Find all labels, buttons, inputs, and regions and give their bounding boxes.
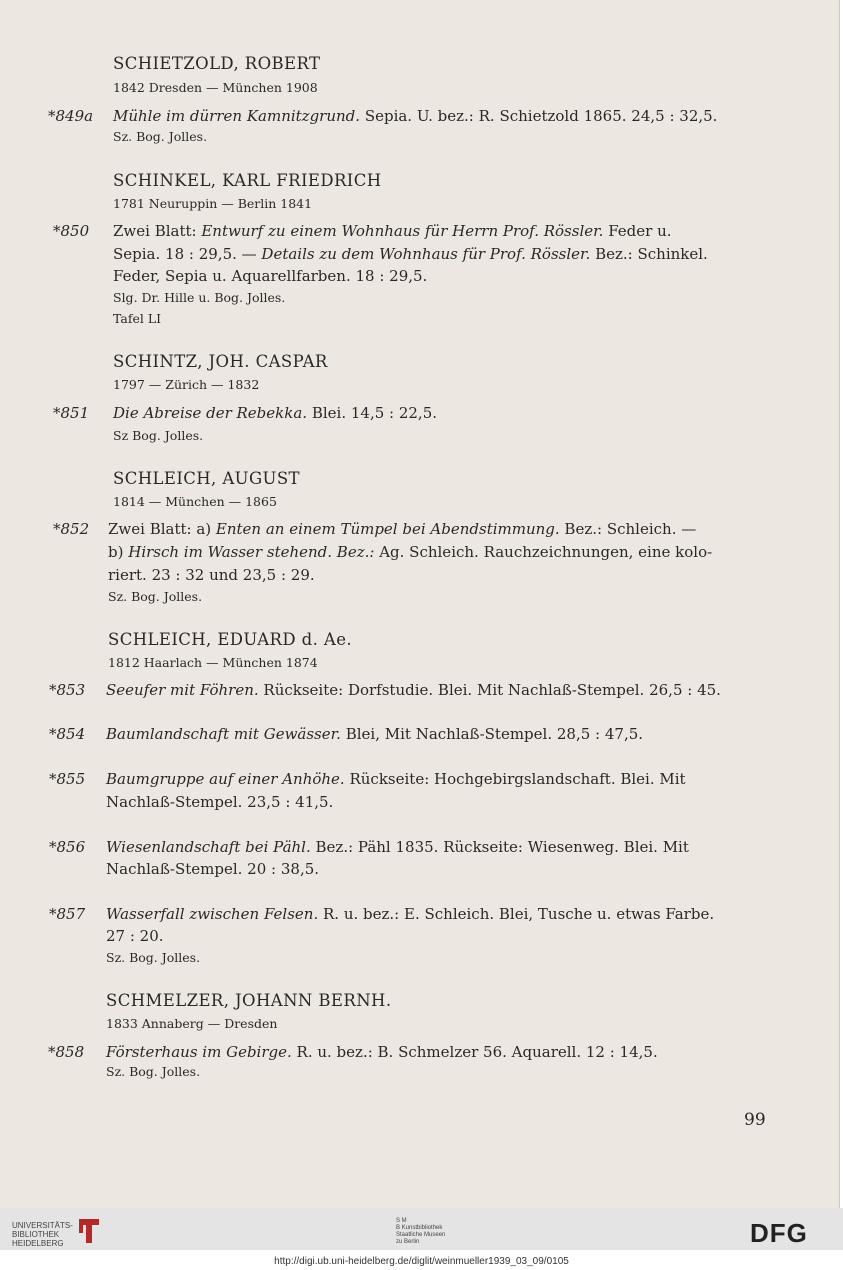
artist-heading: SCHIETZOLD, ROBERT <box>113 54 321 73</box>
artist-heading: SCHINKEL, KARL FRIEDRICH <box>113 171 382 190</box>
artist-dates: 1814 — München — 1865 <box>113 494 277 509</box>
plate-reference: Tafel LI <box>113 311 162 326</box>
entry-text: Baumlandschaft mit Gewässer. Blei, Mit Nachlaß-Stempel. 28,5 : 47,5. <box>106 725 644 743</box>
entry-text: Zwei Blatt: Entwurf zu einem Wohnhaus für Herrn Prof. Rössler. Feder u. <box>113 222 672 240</box>
provenance: Sz. Bog. Jolles. <box>108 589 203 604</box>
entry-text: Nachlaß-Stempel. 23,5 : 41,5. <box>106 793 334 811</box>
entry-text: Baumgruppe auf einer Anhöhe. Rückseite: Hochgebirgslandschaft. Blei. Mit <box>106 770 686 788</box>
entry-number: *858 <box>48 1043 85 1061</box>
artist-dates: 1833 Annaberg — Dresden <box>106 1016 278 1031</box>
artist-heading: SCHINTZ, JOH. CASPAR <box>113 352 328 371</box>
artist-dates: 1797 — Zürich — 1832 <box>113 377 260 392</box>
source-url-link[interactable]: http://digi.ub.uni-heidelberg.de/diglit/weinmueller1939_03_09/0105 <box>274 1256 569 1267</box>
entry-text: Wiesenlandschaft bei Pähl. Bez.: Pähl 1835. Rückseite: Wiesenweg. Blei. Mit <box>106 838 689 856</box>
artist-heading: SCHMELZER, JOHANN BERNH. <box>106 991 392 1010</box>
entry-number: *852 <box>53 520 90 538</box>
entry-text: b) Hirsch im Wasser stehend. Bez.: Ag. Schleich. Rauchzeichnungen, eine kolo- <box>108 543 713 561</box>
entry-number: *854 <box>49 725 86 743</box>
entry-text: 27 : 20. <box>106 927 164 945</box>
entry-text: Feder, Sepia u. Aquarellfarben. 18 : 29,5. <box>113 267 428 285</box>
entry-number: *857 <box>49 905 86 923</box>
footer-bar <box>0 1208 843 1270</box>
provenance: Sz Bog. Jolles. <box>113 428 204 443</box>
entry-number: *855 <box>49 770 86 788</box>
entry-text: Försterhaus im Gebirge. R. u. bez.: B. Schmelzer 56. Aquarell. 12 : 14,5. <box>106 1043 658 1061</box>
entry-text: Mühle im dürren Kamnitzgrund. Sepia. U. bez.: R. Schietzold 1865. 24,5 : 32,5. <box>113 107 718 125</box>
entry-number: *853 <box>49 681 86 699</box>
entry-text: Sepia. 18 : 29,5. — Details zu dem Wohnhaus für Prof. Rössler. Bez.: Schinkel. <box>113 245 708 263</box>
entry-number: *851 <box>53 404 90 422</box>
provenance: Sz. Bog. Jolles. <box>106 950 201 965</box>
university-label: UNIVERSITÄTS- BIBLIOTHEK HEIDELBERG <box>12 1221 73 1248</box>
artist-heading: SCHLEICH, AUGUST <box>113 469 300 488</box>
page-number: 99 <box>744 1110 766 1130</box>
entry-text: Seeufer mit Föhren. Rückseite: Dorfstudie. Blei. Mit Nachlaß-Stempel. 26,5 : 45. <box>106 681 721 699</box>
entry-text: Die Abreise der Rebekka. Blei. 14,5 : 22,5. <box>113 404 438 422</box>
entry-text: riert. 23 : 32 und 23,5 : 29. <box>108 566 315 584</box>
entry-text: Nachlaß-Stempel. 20 : 38,5. <box>106 860 320 878</box>
artist-heading: SCHLEICH, EDUARD d. Ae. <box>108 630 353 649</box>
artist-dates: 1812 Haarlach — München 1874 <box>108 655 318 670</box>
entry-number: *850 <box>53 222 90 240</box>
university-logo-icon <box>77 1217 101 1245</box>
provenance: Slg. Dr. Hille u. Bog. Jolles. <box>113 290 286 305</box>
entry-text: Zwei Blatt: a) Enten an einem Tümpel bei Abendstimmung. Bez.: Schleich. — <box>108 520 697 538</box>
provenance: Sz. Bog. Jolles. <box>106 1064 201 1079</box>
artist-dates: 1842 Dresden — München 1908 <box>113 80 318 95</box>
provenance: Sz. Bog. Jolles. <box>113 129 208 144</box>
museum-logo: S M B Kunstbibliothek Staatliche Museen zu Berlin <box>396 1218 446 1245</box>
artist-dates: 1781 Neuruppin — Berlin 1841 <box>113 196 313 211</box>
entry-text: Wasserfall zwischen Felsen. R. u. bez.: E. Schleich. Blei, Tusche u. etwas Farbe. <box>106 905 715 923</box>
entry-number: *849a <box>48 107 94 125</box>
entry-number: *856 <box>49 838 86 856</box>
dfg-logo: DFG <box>750 1218 808 1248</box>
